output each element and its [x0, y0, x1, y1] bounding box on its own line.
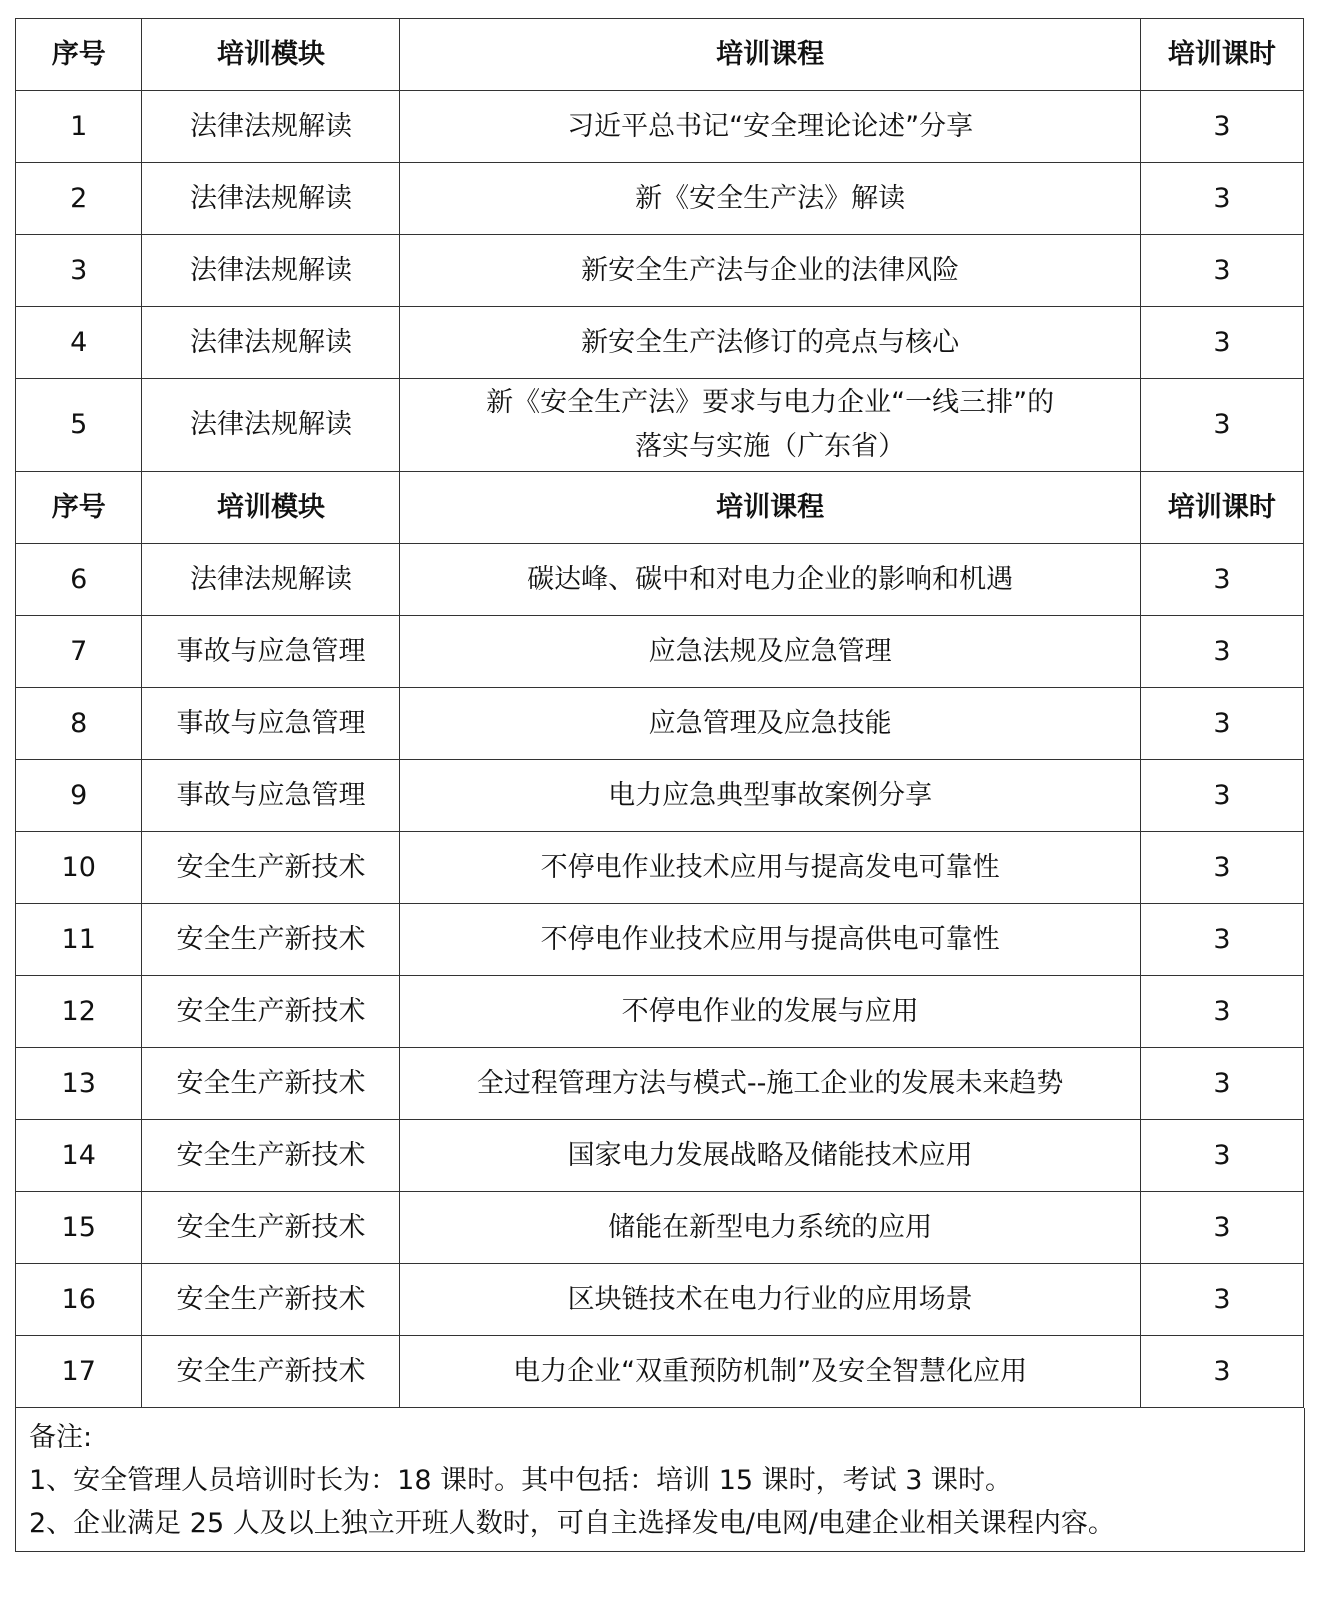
- row-course: 新《安全生产法》解读: [400, 163, 1140, 235]
- row-module: 安全生产新技术: [142, 832, 400, 904]
- table-header-row-repeat: [16, 472, 1304, 544]
- row-module: 安全生产新技术: [142, 1048, 400, 1120]
- row-course: 碳达峰、碳中和对电力企业的影响和机遇: [400, 544, 1140, 616]
- header-no: 序号: [16, 19, 142, 91]
- row-module: 安全生产新技术: [142, 1264, 400, 1336]
- row-course: 应急管理及应急技能: [400, 688, 1140, 760]
- header-hours: 培训课时: [1140, 19, 1303, 91]
- row-hours: 3: [1140, 379, 1303, 472]
- row-module: 法律法规解读: [142, 307, 400, 379]
- row-no: 17: [16, 1336, 142, 1408]
- row-module: 事故与应急管理: [142, 760, 400, 832]
- row-module: 事故与应急管理: [142, 688, 400, 760]
- row-module: 法律法规解读: [142, 235, 400, 307]
- row-course: 电力企业“双重预防机制”及安全智慧化应用: [400, 1336, 1140, 1408]
- row-module: 法律法规解读: [142, 163, 400, 235]
- row-hours: 3: [1140, 1264, 1303, 1336]
- course-schedule: [15, 18, 1304, 1552]
- row-hours: 3: [1140, 976, 1303, 1048]
- header-module: 培训模块: [142, 19, 400, 91]
- table-row: [16, 1120, 1304, 1192]
- table-row: [16, 1264, 1304, 1336]
- header-module: 培训模块: [142, 472, 400, 544]
- table-row: [16, 1336, 1304, 1408]
- row-course: 应急法规及应急管理: [400, 616, 1140, 688]
- table-header-row: [16, 19, 1304, 91]
- table-row: [16, 976, 1304, 1048]
- row-hours: 3: [1140, 1048, 1303, 1120]
- row-course: 新安全生产法与企业的法律风险: [400, 235, 1140, 307]
- table-row: [16, 760, 1304, 832]
- row-hours: 3: [1140, 616, 1303, 688]
- notes-title: 备注:: [29, 1422, 93, 1453]
- row-module: 安全生产新技术: [142, 904, 400, 976]
- table-row: [16, 688, 1304, 760]
- row-hours: 3: [1140, 760, 1303, 832]
- row-course: [400, 379, 1140, 472]
- row-module: 安全生产新技术: [142, 1192, 400, 1264]
- row-module: 法律法规解读: [142, 91, 400, 163]
- row-course: 新安全生产法修订的亮点与核心: [400, 307, 1140, 379]
- row-hours: 3: [1140, 904, 1303, 976]
- row-no: 13: [16, 1048, 142, 1120]
- row-course: 不停电作业的发展与应用: [400, 976, 1140, 1048]
- table-row: [16, 616, 1304, 688]
- table-row: [16, 379, 1304, 472]
- row-no: 10: [16, 832, 142, 904]
- table-row: [16, 307, 1304, 379]
- row-no: 8: [16, 688, 142, 760]
- table-row: [16, 1192, 1304, 1264]
- table-row: [16, 91, 1304, 163]
- row-no: 14: [16, 1120, 142, 1192]
- row-course: 国家电力发展战略及储能技术应用: [400, 1120, 1140, 1192]
- notes-section: [15, 1408, 1305, 1552]
- table-row: [16, 904, 1304, 976]
- row-no: 12: [16, 976, 142, 1048]
- header-course: 培训课程: [400, 19, 1140, 91]
- row-module: 安全生产新技术: [142, 1120, 400, 1192]
- row-course-line-1: 新《安全生产法》要求与电力企业“一线三排”的: [486, 387, 1055, 418]
- row-no: 15: [16, 1192, 142, 1264]
- row-no: 6: [16, 544, 142, 616]
- row-module: 法律法规解读: [142, 379, 400, 472]
- row-hours: 3: [1140, 91, 1303, 163]
- row-hours: 3: [1140, 163, 1303, 235]
- row-module: 安全生产新技术: [142, 976, 400, 1048]
- row-no: 9: [16, 760, 142, 832]
- header-no: 序号: [16, 472, 142, 544]
- row-hours: 3: [1140, 1120, 1303, 1192]
- row-no: 1: [16, 91, 142, 163]
- row-no: 3: [16, 235, 142, 307]
- row-course: 习近平总书记“安全理论论述”分享: [400, 91, 1140, 163]
- row-hours: 3: [1140, 1336, 1303, 1408]
- row-course: 全过程管理方法与模式--施工企业的发展未来趋势: [400, 1048, 1140, 1120]
- row-hours: 3: [1140, 235, 1303, 307]
- notes-line-1: 1、安全管理人员培训时长为：18 课时。其中包括：培训 15 课时，考试 3 课时。: [29, 1465, 1012, 1496]
- row-course: 储能在新型电力系统的应用: [400, 1192, 1140, 1264]
- row-hours: 3: [1140, 307, 1303, 379]
- table-row: [16, 163, 1304, 235]
- row-no: 7: [16, 616, 142, 688]
- table-row: [16, 832, 1304, 904]
- row-no: 5: [16, 379, 142, 472]
- row-hours: 3: [1140, 832, 1303, 904]
- row-no: 2: [16, 163, 142, 235]
- notes-line-2: 2、企业满足 25 人及以上独立开班人数时，可自主选择发电/电网/电建企业相关课程内容。: [29, 1508, 1115, 1539]
- row-course: 区块链技术在电力行业的应用场景: [400, 1264, 1140, 1336]
- row-module: 事故与应急管理: [142, 616, 400, 688]
- row-module: 安全生产新技术: [142, 1336, 400, 1408]
- row-no: 16: [16, 1264, 142, 1336]
- table-row: [16, 235, 1304, 307]
- row-module: 法律法规解读: [142, 544, 400, 616]
- row-no: 4: [16, 307, 142, 379]
- row-course: 不停电作业技术应用与提高发电可靠性: [400, 832, 1140, 904]
- header-hours: 培训课时: [1140, 472, 1303, 544]
- row-no: 11: [16, 904, 142, 976]
- table-row: [16, 1048, 1304, 1120]
- row-hours: 3: [1140, 1192, 1303, 1264]
- table-row: [16, 544, 1304, 616]
- row-hours: 3: [1140, 544, 1303, 616]
- header-course: 培训课程: [400, 472, 1140, 544]
- row-course-line-2: 落实与实施（广东省）: [635, 431, 906, 462]
- row-course: 不停电作业技术应用与提高供电可靠性: [400, 904, 1140, 976]
- course-table: [15, 18, 1304, 1408]
- row-hours: 3: [1140, 688, 1303, 760]
- row-course: 电力应急典型事故案例分享: [400, 760, 1140, 832]
